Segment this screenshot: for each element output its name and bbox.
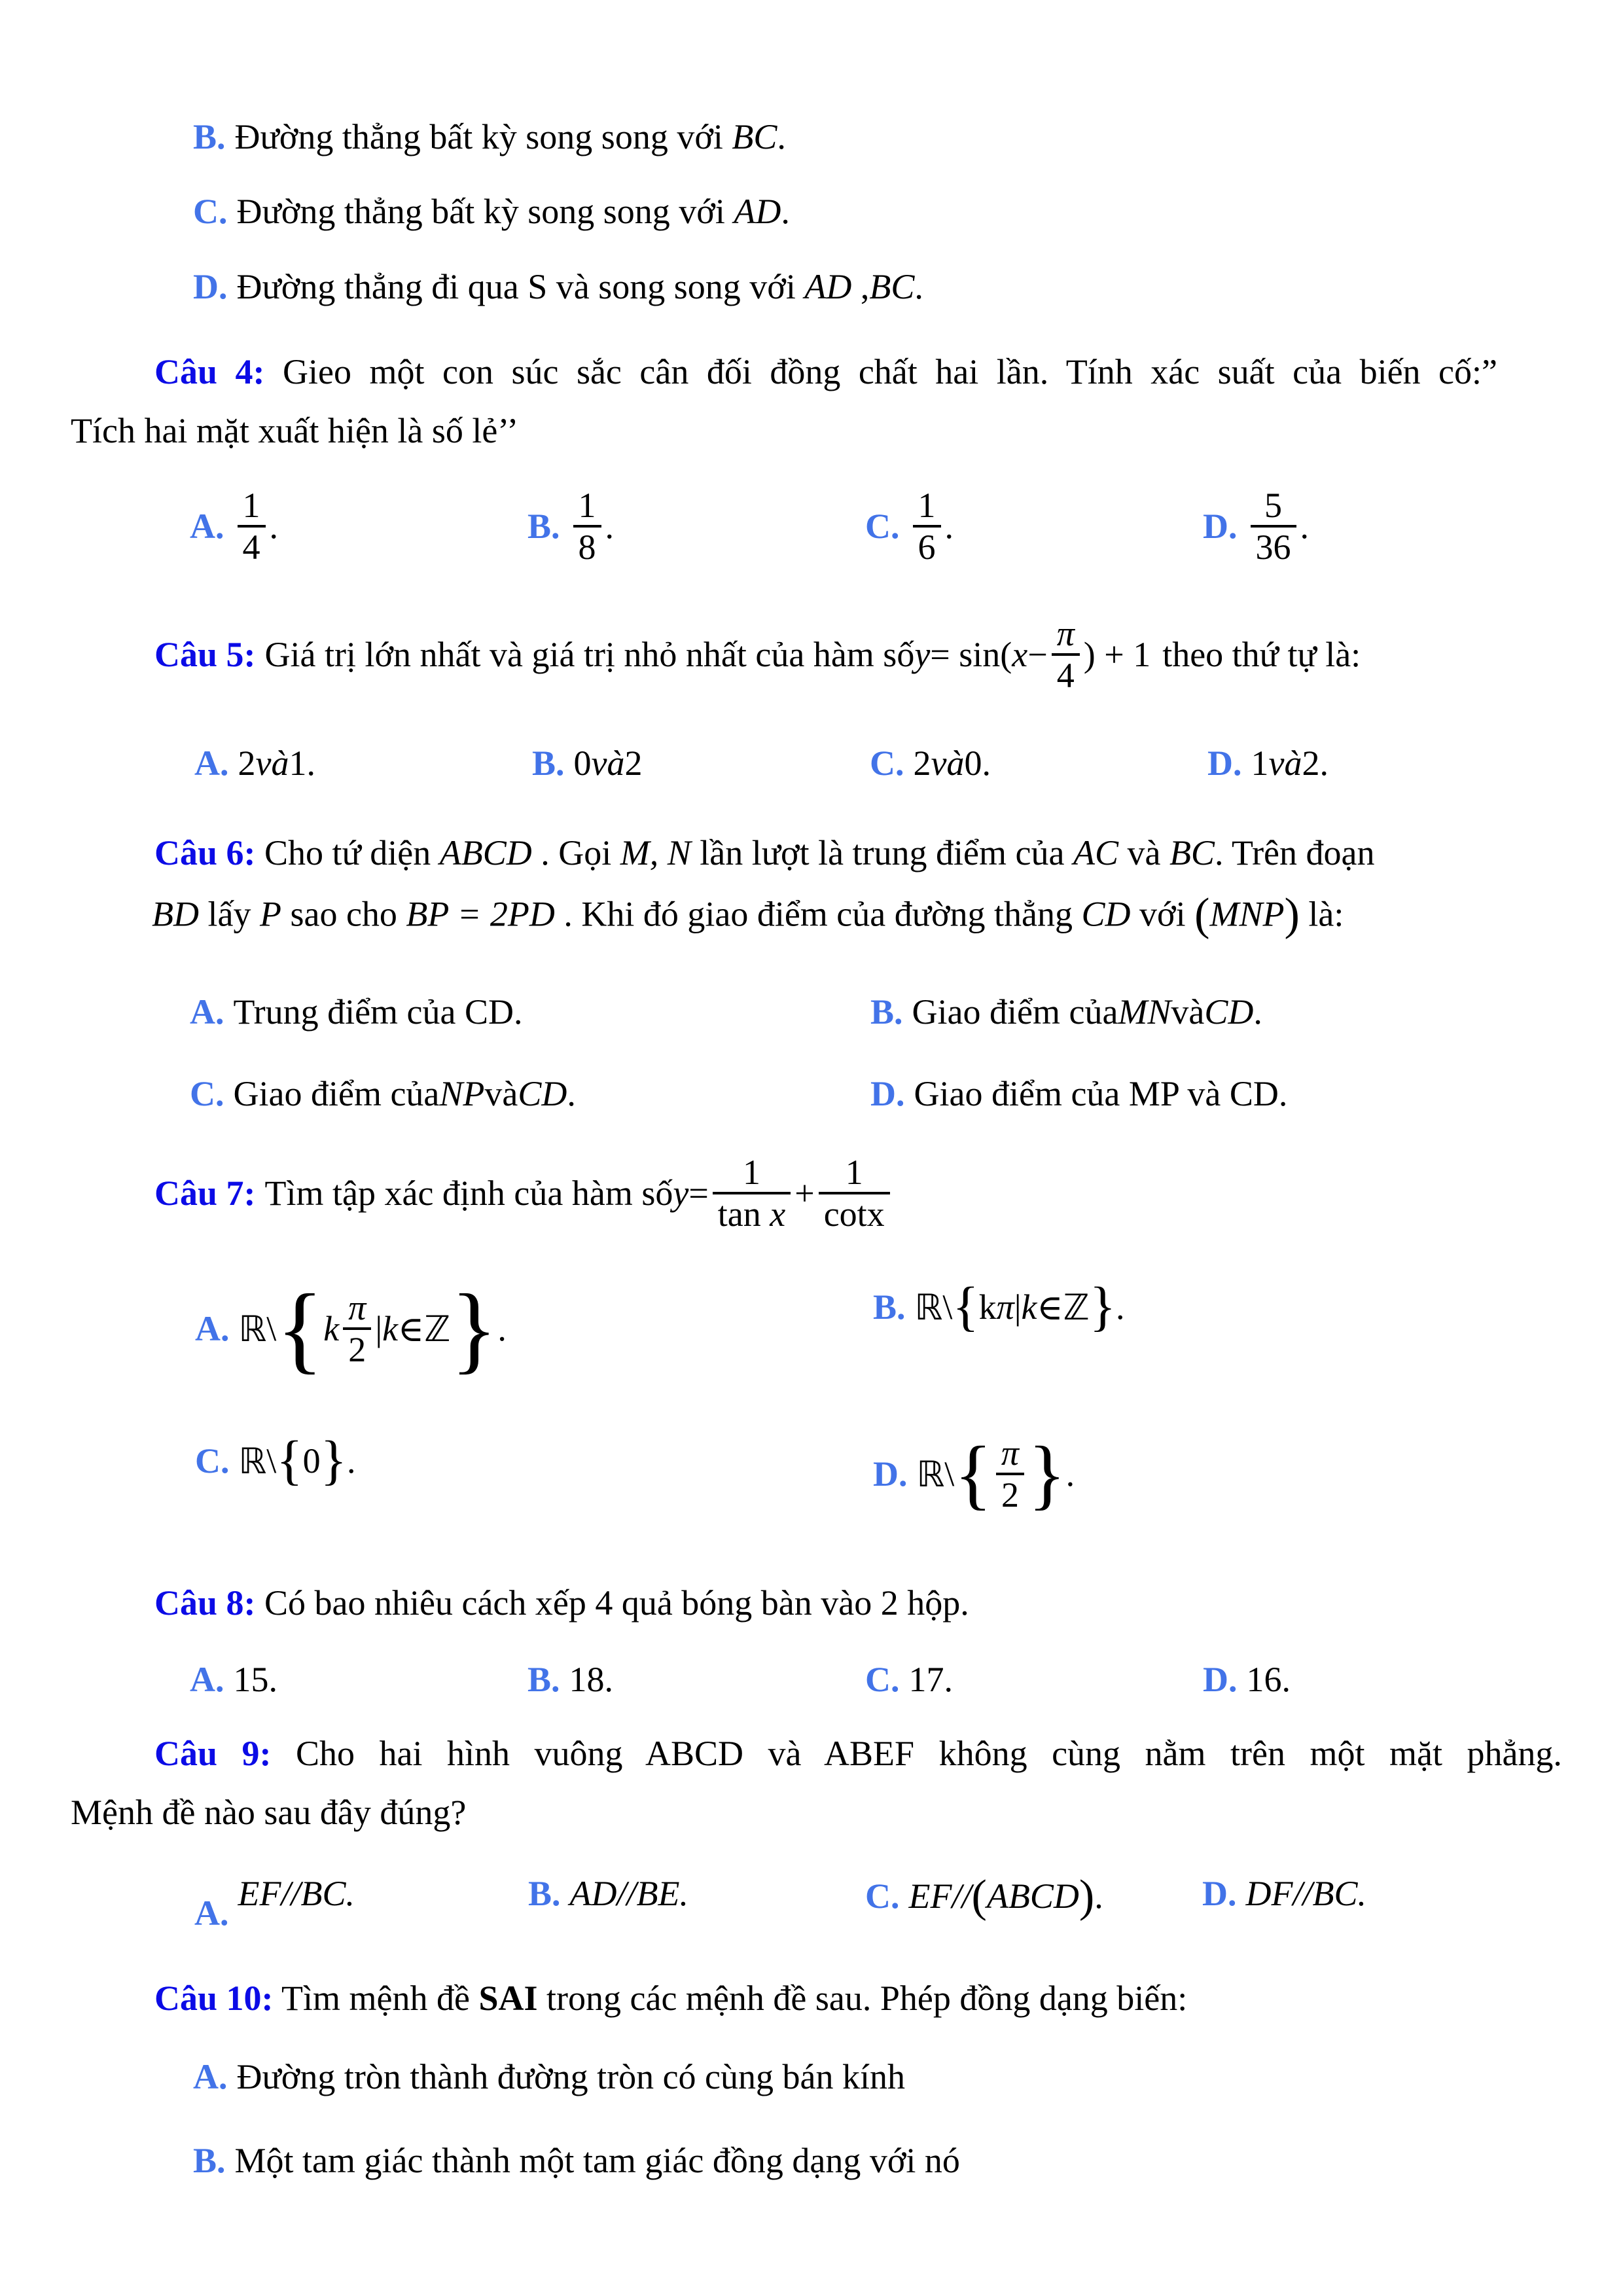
q10-stem [154,1978,1187,2018]
close-brace: } [450,1274,498,1383]
math-np: NP [439,1074,485,1113]
option-letter: A. [190,507,224,547]
fraction-denominator: 6 [913,525,941,567]
math-plus: + [794,1174,815,1213]
q5-text: Giá trị lớn nhất và giá trị nhỏ nhất của hàm số [264,635,915,674]
q4-option-a [190,486,278,567]
fn-tan: tan [717,1194,770,1234]
math-mn: M, N [620,833,691,872]
q6-text: là: [1299,894,1344,934]
q4-text2: Tích hai mặt xuất hiện là số lẻ’’ [71,411,519,450]
math-bd: BD [152,894,199,934]
option-letter: D. [1203,507,1238,547]
option-letter: D. [193,267,228,306]
q9-stem-line1 [154,1733,1562,1774]
q6-text: sao cho [281,894,406,934]
math-eq: = sin( [930,635,1012,674]
q6-text: lần lượt là trung điểm của [690,833,1073,872]
q10-text-pre: Tìm mệnh đề [281,1979,479,2018]
q5-option-b [532,743,643,783]
option-tail: . [777,117,786,156]
math-ef: EF// [908,1876,972,1916]
option-value: 18. [569,1660,614,1699]
q7-options-row2 [195,1430,1569,1545]
option-text: Giao điểm của [233,1074,440,1113]
option-letter: A. [190,1660,224,1699]
option-letter: C. [195,1441,230,1480]
q6-option-d [870,1073,1287,1114]
q4-option-c [865,486,954,567]
fraction-numerator: 5 [1264,486,1282,525]
option-va: và [255,744,289,783]
option-letter: C. [193,192,228,231]
q6-text: với [1130,894,1195,934]
q6-option-c [190,1073,576,1114]
q8-option-d [1203,1659,1291,1700]
q9-option-c [865,1871,1103,1922]
option-va: và [1268,744,1302,783]
q9-option-d [1202,1873,1366,1914]
option-value: 2 [238,744,256,783]
option-value: 0. [964,744,991,783]
q7-option-b [873,1276,1125,1337]
option-tail: . [781,192,790,231]
option-letter: A. [193,2057,228,2096]
q8-option-b [527,1659,613,1700]
math-df-bc: DF//BC. [1245,1874,1366,1913]
q9-text2: Mệnh đề nào sau đây đúng? [71,1793,467,1832]
q6-text: lấy [198,894,260,934]
option-value: 16. [1246,1660,1291,1699]
option-letter: B. [193,2141,226,2180]
math-ac: AC [1073,833,1118,872]
option-tail: . [269,507,278,547]
value-zero: 0 [302,1441,321,1480]
q5-post: theo thứ tự là: [1162,635,1361,674]
q5-option-d [1207,743,1329,783]
option-letter: C. [865,1876,900,1916]
option-value: 17. [908,1660,953,1699]
element-of: ∈ [398,1309,425,1349]
option-tail: . [914,267,923,306]
close-brace: } [320,1430,347,1491]
q7-option-a [195,1274,507,1383]
option-letter: D. [1202,1874,1237,1913]
option-tail: . [1094,1876,1103,1916]
q5-option-a [194,743,315,783]
option-letter: B. [527,507,560,547]
math-k: k [978,1287,997,1327]
math-pi: π [996,1287,1014,1327]
option-tail: . [1300,507,1309,547]
math-ad: AD [804,267,852,306]
fraction-denominator: 2 [343,1327,371,1369]
option-text: Đường thẳng bất kỳ song song với [236,192,734,231]
q9-option-a [194,1873,355,1933]
fraction [238,486,266,567]
q5-stem [154,609,1361,700]
option-letter: B. [528,1874,561,1913]
q8-text: Có bao nhiêu cách xếp 4 quả bóng bàn vào 2 hộp. [264,1583,969,1623]
q8-stem [154,1583,969,1623]
q4-text1: Gieo một con súc sắc cân đối đồng chất hai lần. Tính xác suất của biến cố:” [283,352,1497,391]
intro-option-d [193,266,923,307]
open-brace: { [954,1430,992,1518]
q6-text: Cho tứ diện [264,833,440,872]
option-text: Đường thẳng bất kỳ song song với [234,117,732,156]
option-letter: D. [873,1454,908,1494]
math-cd: CD [1204,992,1254,1031]
option-value: 15. [233,1660,277,1699]
option-tail: . [1116,1287,1125,1327]
math-cd: CD [518,1074,567,1113]
fraction-1-cotx [819,1153,890,1234]
q10-text-post: trong các mệnh đề sau. Phép đồng dạng biến: [537,1979,1188,2018]
math-ad: AD [734,192,781,231]
fraction-pi-4 [1052,614,1080,696]
option-letter: B. [532,744,565,783]
option-text: Trung điểm của CD. [233,992,523,1031]
q7-option-d [873,1430,1075,1518]
option-tail: . [944,507,954,547]
fraction-numerator: 1 [918,486,936,525]
open-brace: { [276,1430,303,1491]
fraction-numerator: π [1056,613,1075,653]
q7-option-c [195,1430,356,1491]
q6-text: . Trên đoạn [1214,833,1375,872]
q7-label: Câu 7: [154,1174,256,1213]
option-letter: B. [873,1287,906,1327]
fraction-pi-2 [996,1433,1024,1515]
math-k: k [323,1309,340,1348]
math-ad-be: AD//BE. [569,1874,688,1913]
fraction-pi-2 [343,1288,371,1370]
math-y: y [914,635,931,674]
option-letter: D. [1207,744,1242,783]
option-va: và [931,744,965,783]
set-Z: ℤ [424,1308,451,1350]
close-brace: } [1027,1430,1066,1518]
q10-sai: SAI [478,1979,538,2018]
fraction-numerator: π [348,1287,366,1327]
fraction-denominator: cotx [819,1192,890,1234]
option-tail: . [1253,992,1262,1031]
open-paren: ( [1194,889,1210,940]
option-letter: D. [1203,1660,1238,1699]
q6-stem-line2 [152,889,1344,940]
option-text: Đường thẳng đi qua S và song song với [236,267,805,306]
math-k: k [1021,1287,1037,1327]
math-k: k [382,1309,399,1348]
such-that-bar: | [375,1309,383,1348]
option-va: và [591,744,625,783]
open-paren: ( [971,1871,987,1922]
set-Z: ℤ [1063,1286,1090,1328]
option-tail: . [567,1074,576,1113]
math-mn: MN [1118,992,1171,1031]
option-letter: C. [865,1660,900,1699]
intro-option-c [193,191,790,232]
intro-option-b [193,117,786,157]
setminus: \ [942,1287,953,1327]
fraction [573,486,601,567]
math-x: x [1012,635,1028,674]
element-of: ∈ [1037,1287,1063,1327]
q6-text: và [1118,833,1169,872]
q9-label: Câu 9: [154,1734,272,1773]
option-letter: A. [194,1893,229,1933]
fraction [1251,486,1296,567]
setminus: \ [944,1454,955,1494]
option-text: và [484,1074,518,1113]
q9-stem-line2 [71,1792,466,1833]
option-tail: . [1065,1454,1075,1494]
math-abcd: ABCD [439,833,532,872]
set-R: ℝ [238,1308,267,1350]
q6-stem-line1 [154,833,1374,873]
option-letter: C. [870,744,904,783]
option-letter: C. [865,507,900,547]
option-tail: . [605,507,615,547]
q5-label: Câu 5: [154,635,256,674]
q10-label: Câu 10: [154,1979,274,2018]
math-bp-2pd: BP = 2PD [406,894,555,934]
setminus: \ [266,1309,277,1348]
setminus: \ [266,1441,277,1480]
q4-options-row [190,486,1564,574]
option-value: 1 [1251,744,1269,783]
math-bc: BC [732,117,777,156]
option-text: và [1171,992,1205,1031]
close-paren: ) [1079,1871,1095,1922]
fraction-numerator: 1 [242,486,260,525]
option-letter: A. [195,1309,230,1348]
fraction-numerator: π [1001,1433,1019,1473]
q4-label: Câu 4: [154,352,265,391]
math-abcd: ABCD [986,1876,1079,1916]
fraction-denominator: 2 [996,1473,1024,1515]
q9-text1: Cho hai hình vuông ABCD và ABEF không cùng nằm trên một mặt phẳng. [296,1734,1562,1773]
math-bc: BC [869,267,915,306]
math-x: x [770,1194,786,1234]
q4-option-b [527,486,614,567]
option-text: Đường tròn thành đường tròn có cùng bán kính [236,2057,905,2096]
math-bc: BC [1169,833,1215,872]
q8-option-c [865,1659,953,1700]
q8-option-a [190,1659,277,1700]
option-letter: B. [193,117,226,156]
q7-options-row1 [195,1274,1569,1391]
math-eq: = [688,1174,709,1213]
q4-stem-line1 [154,351,1497,392]
q7-stem [154,1144,894,1242]
option-letter: A. [190,992,224,1031]
q10-option-a [193,2056,905,2097]
fraction-denominator: 4 [238,525,266,567]
q8-label: Câu 8: [154,1583,256,1623]
option-value: 2 [913,744,931,783]
option-value: 1. [289,744,315,783]
fraction-1-tanx [713,1153,791,1234]
math-p: P [259,894,281,934]
option-letter: D. [870,1074,905,1113]
fraction-numerator: 1 [578,486,596,525]
q10-option-b [193,2140,960,2181]
fraction-numerator: 1 [743,1152,760,1192]
option-tail: . [497,1309,507,1348]
math-close: ) + 1 [1083,635,1151,674]
q6-option-a [190,992,523,1032]
fraction-denominator: 4 [1052,653,1080,695]
q7-text: Tìm tập xác định của hàm số [264,1174,673,1213]
option-value: 2. [1302,744,1329,783]
open-brace: { [952,1276,979,1337]
close-brace: } [1089,1276,1116,1337]
such-that-bar: | [1014,1287,1022,1327]
option-tail: . [346,1441,356,1480]
option-letter: C. [190,1074,224,1113]
fraction-denominator: 8 [573,525,601,567]
option-letter: B. [527,1660,560,1699]
option-value: 2 [624,744,643,783]
close-paren: ) [1284,889,1300,940]
math-cd: CD [1081,894,1131,934]
set-R: ℝ [916,1453,945,1495]
option-text: Giao điểm của [912,992,1118,1031]
option-text: Một tam giác thành một tam giác đồng dạng với nó [234,2141,960,2180]
option-letter: A. [194,744,229,783]
option-text: Giao điểm của MP và CD. [914,1074,1288,1113]
option-letter: B. [870,992,903,1031]
set-R: ℝ [238,1440,267,1482]
q4-option-d [1203,486,1309,567]
q6-text: . Gọi [531,833,620,872]
q6-label: Câu 6: [154,833,256,872]
q4-stem-line2 [71,410,518,451]
math-y: y [673,1174,689,1213]
open-brace: { [276,1274,324,1383]
option-sep: , [851,267,870,306]
math-mnp: MNP [1209,894,1285,934]
q9-option-b [528,1873,688,1914]
fraction-denominator [713,1192,791,1234]
q6-option-b [870,992,1262,1032]
fraction-denominator: 36 [1251,525,1296,567]
q5-option-c [870,743,991,783]
fraction [913,486,941,567]
math-minus: − [1027,635,1048,674]
fraction-numerator: 1 [845,1152,863,1192]
q6-text: . Khi đó giao điểm của đường thẳng [554,894,1082,934]
option-value: 0 [573,744,592,783]
math-ef-bc: EF//BC. [238,1874,355,1913]
set-R: ℝ [914,1286,943,1328]
